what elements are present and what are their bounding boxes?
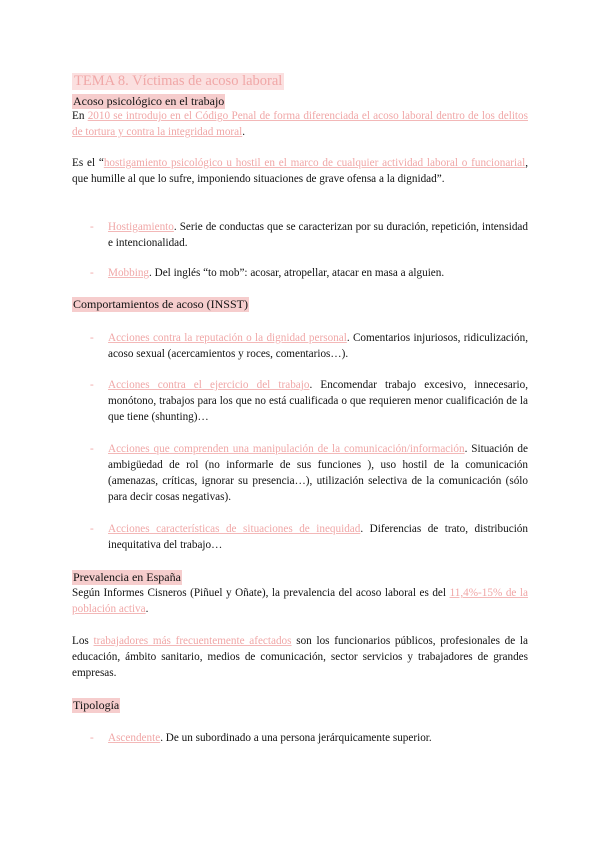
bullet-text: . Encomendar trabajo excesivo, innecesario, monótono, trabajos para los que no está cualificada o que requieren menor cualificación de la que tiene (shunting)… <box>108 379 528 423</box>
paragraph-prevalencia <box>72 585 528 617</box>
dash-icon: - <box>90 523 94 535</box>
paragraph-afectados <box>72 633 528 681</box>
paragraph-text: . <box>242 126 246 138</box>
dash-icon: - <box>90 332 94 344</box>
bullet-text: . Del inglés “to mob”: acosar, atropellar, atacar en masa a alguien. <box>149 267 445 279</box>
bullet-term[interactable]: Acciones contra la reputación o la dignidad personal <box>108 332 347 344</box>
bullet-term[interactable]: Mobbing <box>108 267 150 279</box>
bullet-text: . Comentarios injuriosos, ridiculización, acoso sexual (acercamientos y roces, comentarios…). <box>108 332 528 360</box>
document-title: TEMA 8. Víctimas de acoso laboral <box>74 73 283 89</box>
bullet-text: . Serie de conductas que se caracterizan por su duración, repetición, intensidad e intencionalidad. <box>108 221 528 249</box>
bullet-term[interactable]: Acciones contra el ejercicio del trabajo <box>108 379 310 391</box>
bullet-term[interactable]: Acciones que comprenden una manipulación de la comunicación/información <box>108 443 465 455</box>
list-item <box>90 265 528 281</box>
dash-icon: - <box>90 732 94 744</box>
list-item <box>90 730 528 746</box>
paragraph-text: . <box>145 603 149 615</box>
list-item <box>90 219 528 251</box>
highlight-link[interactable]: trabajadores más frecuentemente afectados <box>93 635 292 647</box>
bullet-term[interactable]: Hostigamiento <box>108 221 174 233</box>
paragraph-codigo-penal <box>72 108 528 140</box>
dash-icon: - <box>90 221 94 233</box>
paragraph-text: En <box>72 110 88 122</box>
dash-icon: - <box>90 379 94 391</box>
list-item <box>90 441 528 505</box>
dash-icon: - <box>90 267 94 279</box>
list-item <box>90 521 528 553</box>
highlight-link[interactable]: 11,4%-15% de la población activa <box>72 587 528 615</box>
dash-icon: - <box>90 443 94 455</box>
bullet-term[interactable]: Ascendente <box>108 732 161 744</box>
section-heading-prevalencia: Prevalencia en España <box>73 570 181 584</box>
paragraph-text: son los funcionarios públicos, profesionales de la educación, ámbito sanitario, medios de comunicación, sector servicios y trabajadores de grandes empresas. <box>72 635 529 679</box>
bullet-term[interactable]: Acciones características de situaciones de inequidad <box>108 523 361 535</box>
section-heading-psicologico: Acoso psicológico en el trabajo <box>73 94 225 108</box>
bullet-text: . Situación de ambigüedad de rol (no informarle de sus funciones ), uso hostil de la comunicación (amenazas, críticas, ignorar su presencia…), utilización selectiva de la comunicación (sólo para decir cosas negativas). <box>108 443 528 503</box>
paragraph-text: Los <box>72 635 94 647</box>
list-item <box>90 330 528 362</box>
paragraph-text: Según Informes Cisneros (Piñuel y Oñate), la prevalencia del acoso laboral es del <box>72 587 450 599</box>
section-heading-tipologia: Tipología <box>73 698 120 712</box>
bullet-text: . Diferencias de trato, distribución inequitativa del trabajo… <box>108 523 528 551</box>
highlight-link[interactable]: 2010 se introdujo en el Código Penal de forma diferenciada el acoso laboral dentro de los delitos de tortura y contra la integridad moral <box>72 110 528 138</box>
bullet-text: . De un subordinado a una persona jerárquicamente superior. <box>160 732 432 744</box>
list-item <box>90 377 528 425</box>
paragraph-text: Es el “ <box>72 157 104 169</box>
paragraph-definicion <box>72 155 528 187</box>
paragraph-text: , que humille al que lo sufre, imponiendo situaciones de grave ofensa a la dignidad”. <box>72 157 528 185</box>
section-heading-comportamientos: Comportamientos de acoso (INSST) <box>73 297 248 311</box>
highlight-link[interactable]: hostigamiento psicológico u hostil en el marco de cualquier actividad laboral o funcionarial <box>103 157 526 169</box>
